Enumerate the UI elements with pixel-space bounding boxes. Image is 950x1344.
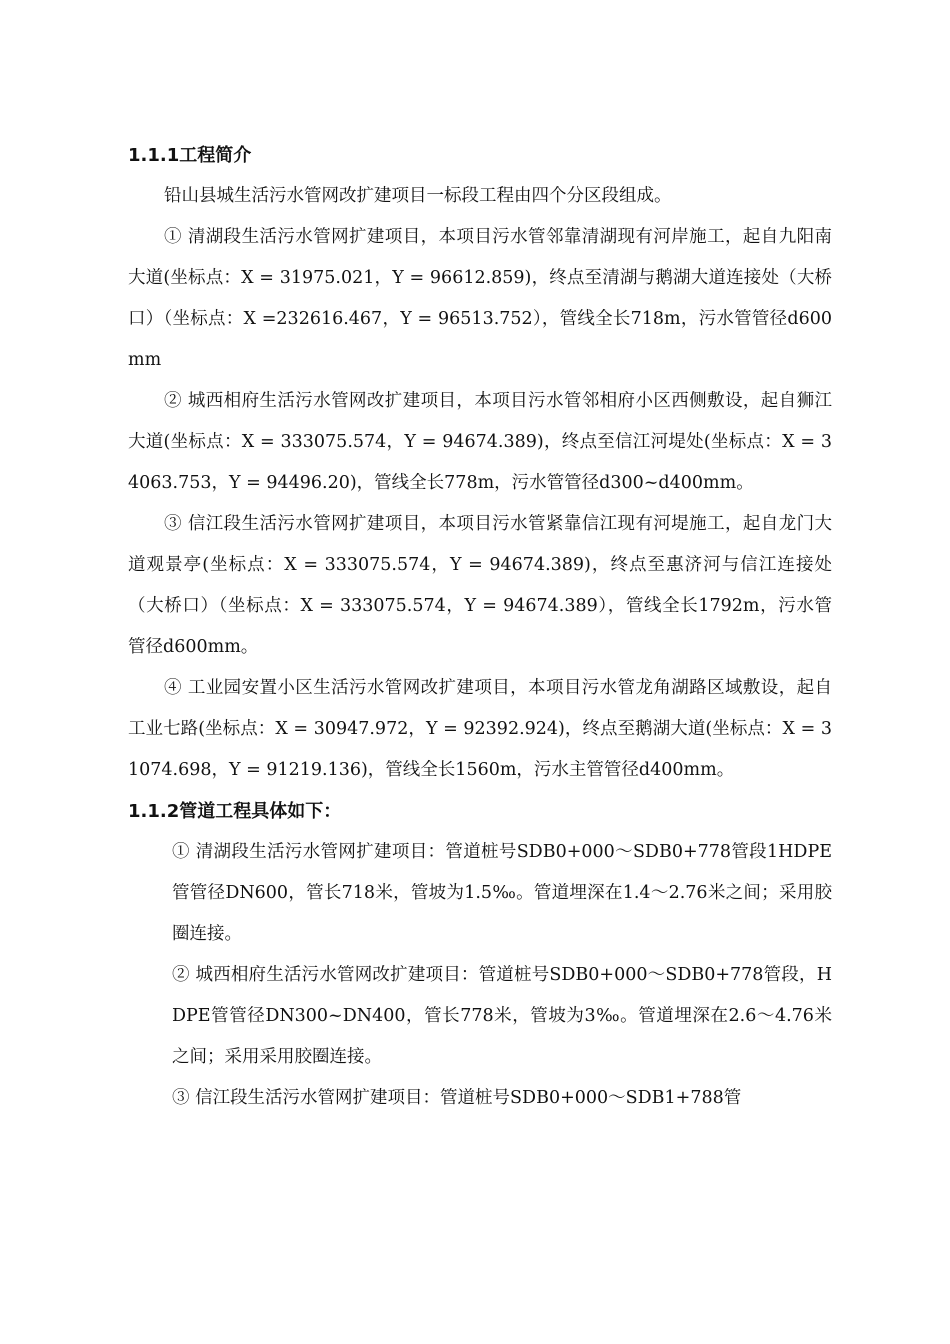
intro-paragraph: 铅山县城生活污水管网改扩建项目一标段工程由四个分区段组成。 <box>164 186 672 206</box>
document-body <box>128 135 832 1119</box>
segment-xinjiang-paragraph: ③ 信江段生活污水管网扩建项目，本项目污水管紧靠信江现有河堤施工，起自龙门大道观景亭(坐标点：X = 333075.574，Y = 94674.389)，终点至惠济河与信江连接处（大桥口）（坐标点：X = 333075.574，Y = 94674.389），管线全长1792m，污水管管径d600mm。 <box>128 514 832 657</box>
section-heading-project-overview: 1.1.1工程简介 <box>128 145 252 166</box>
segment-industrial-park-paragraph: ④ 工业园安置小区生活污水管网改扩建项目，本项目污水管龙角湖路区域敷设，起自工业七路(坐标点：X = 30947.972，Y = 92392.924)，终点至鹅湖大道(坐标点：X = 31074.698，Y = 91219.136)，管线全长1560m，污水主管管径d400mm。 <box>128 678 832 780</box>
pipeline-qinghu-paragraph: ① 清湖段生活污水管网扩建项目：管道桩号SDB0+000～SDB0+778管段1HDPE管管径DN600，管长718米，管坡为1.5‰。管道埋深在1.4～2.76米之间；采用胶圈连接。 <box>172 842 832 944</box>
pipeline-chengxi-paragraph: ② 城西相府生活污水管网改扩建项目：管道桩号SDB0+000～SDB0+778管段，HDPE管管径DN300~DN400，管长778米，管坡为3‰。管道埋深在2.6～4.76米之间；采用采用胶圈连接。 <box>172 965 832 1067</box>
section-heading-pipeline-details: 1.1.2管道工程具体如下： <box>128 801 342 822</box>
segment-qinghu-paragraph: ① 清湖段生活污水管网扩建项目，本项目污水管邻靠清湖现有河岸施工，起自九阳南大道(坐标点：X = 31975.021，Y = 96612.859)，终点至清湖与鹅湖大道连接处（大桥口）（坐标点：X =232616.467，Y = 96513.752），管线全长718m，污水管管径d600mm <box>128 227 832 370</box>
segment-chengxi-paragraph: ② 城西相府生活污水管网改扩建项目，本项目污水管邻相府小区西侧敷设，起自狮江大道(坐标点：X = 333075.574，Y = 94674.389)，终点至信江河堤处(坐标点：X = 34063.753，Y = 94496.20)，管线全长778m，污水管管径d300~d400mm。 <box>128 391 832 493</box>
pipeline-xinjiang-paragraph: ③ 信江段生活污水管网扩建项目：管道桩号SDB0+000～SDB1+788管 <box>172 1088 742 1108</box>
pipeline-details-list <box>128 832 832 1119</box>
